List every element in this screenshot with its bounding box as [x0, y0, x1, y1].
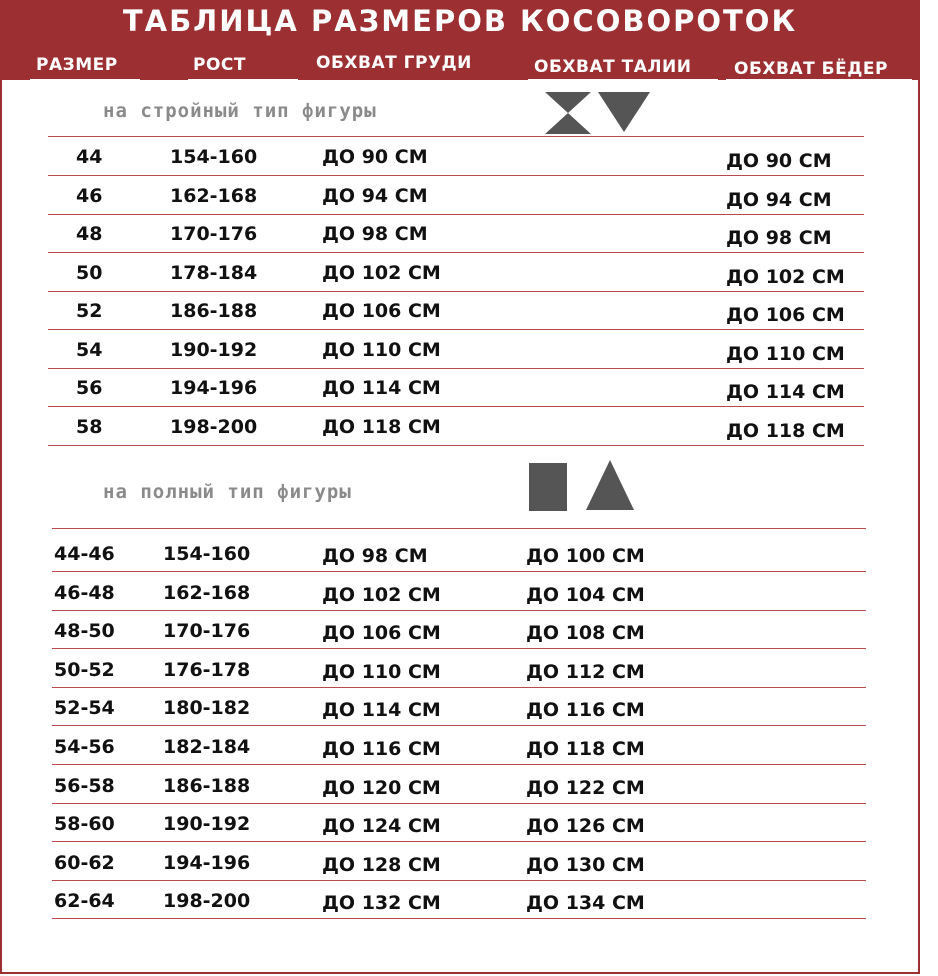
cell-size: 46 — [76, 184, 103, 207]
header-bar — [0, 0, 920, 80]
cell-chest: ДО 98 СМ — [322, 545, 428, 567]
row-divider — [52, 764, 866, 765]
column-header-underline — [528, 79, 718, 81]
cell-height: 180-182 — [163, 697, 251, 720]
cell-waist: ДО 108 СМ — [526, 622, 645, 645]
cell-hips: ДО 106 СМ — [726, 304, 845, 326]
row-divider — [52, 841, 866, 842]
cell-hips: ДО 102 СМ — [726, 265, 845, 288]
cell-waist: ДО 100 СМ — [526, 545, 645, 567]
cell-chest: ДО 106 СМ — [322, 622, 441, 645]
row-divider — [52, 687, 866, 688]
row-divider — [48, 406, 864, 407]
cell-size: 50 — [76, 261, 103, 284]
cell-height: 194-196 — [163, 851, 251, 874]
page-title: ТАБЛИЦА РАЗМЕРОВ КОСОВОРОТОК — [122, 4, 798, 38]
row-divider — [48, 136, 864, 137]
cell-size: 44 — [76, 146, 103, 168]
row-divider — [52, 571, 866, 572]
cell-height: 186-188 — [170, 300, 258, 322]
column-header-chest: ОБХВАТ ГРУДИ — [316, 53, 472, 73]
cell-waist: ДО 118 СМ — [526, 738, 645, 760]
cell-chest: ДО 102 СМ — [322, 261, 441, 284]
cell-size: 60-62 — [54, 851, 115, 874]
column-header-size: РАЗМЕР — [36, 55, 118, 75]
cell-height: 170-176 — [170, 223, 258, 245]
cell-height: 154-160 — [170, 146, 258, 168]
cell-chest: ДО 128 СМ — [322, 853, 441, 876]
cell-size: 44-46 — [54, 543, 115, 565]
column-header-waist: ОБХВАТ ТАЛИИ — [534, 57, 692, 77]
row-divider — [52, 880, 866, 881]
cell-chest: ДО 94 СМ — [322, 184, 428, 207]
cell-waist: ДО 122 СМ — [526, 776, 645, 799]
cell-waist: ДО 130 СМ — [526, 853, 645, 876]
column-header-hips: ОБХВАТ БЁДЕР — [734, 59, 888, 79]
cell-height: 176-178 — [163, 658, 251, 681]
cell-size: 48 — [76, 223, 103, 245]
cell-size: 56-58 — [54, 774, 115, 797]
cell-hips: ДО 110 СМ — [726, 342, 845, 365]
row-divider — [52, 610, 866, 611]
cell-size: 54-56 — [54, 736, 115, 758]
hourglass-icon — [545, 92, 591, 134]
cell-chest: ДО 110 СМ — [322, 660, 441, 683]
cell-size: 48-50 — [54, 620, 115, 643]
cell-height: 190-192 — [163, 813, 251, 836]
cell-waist: ДО 134 СМ — [526, 892, 645, 915]
cell-height: 198-200 — [170, 415, 258, 438]
cell-hips: ДО 114 СМ — [726, 381, 845, 403]
cell-height: 170-176 — [163, 620, 251, 643]
cell-chest: ДО 120 СМ — [322, 776, 441, 799]
cell-chest: ДО 114 СМ — [322, 699, 441, 722]
row-divider — [48, 445, 864, 446]
cell-height: 190-192 — [170, 338, 258, 361]
cell-waist: ДО 116 СМ — [526, 699, 645, 722]
cell-size: 56 — [76, 377, 103, 399]
cell-height: 162-168 — [170, 184, 258, 207]
slim-section-title: на стройный тип фигуры — [103, 100, 377, 122]
triangle-icon — [586, 460, 634, 510]
cell-height: 154-160 — [163, 543, 251, 565]
column-header-height: РОСТ — [193, 55, 246, 75]
cell-chest: ДО 90 СМ — [322, 146, 428, 168]
cell-size: 58 — [76, 415, 103, 438]
cell-chest: ДО 124 СМ — [322, 815, 441, 838]
cell-waist: ДО 104 СМ — [526, 583, 645, 606]
cell-size: 50-52 — [54, 658, 115, 681]
row-divider — [52, 725, 866, 726]
cell-size: 52-54 — [54, 697, 115, 720]
cell-hips: ДО 98 СМ — [726, 227, 832, 249]
cell-hips: ДО 94 СМ — [726, 188, 832, 211]
cell-hips: ДО 90 СМ — [726, 150, 832, 172]
cell-waist: ДО 112 СМ — [526, 660, 645, 683]
full-section-title: на полный тип фигуры — [103, 481, 352, 503]
cell-height: 186-188 — [163, 774, 251, 797]
column-header-underline — [188, 79, 298, 81]
row-divider — [48, 252, 864, 253]
row-divider — [52, 528, 866, 529]
cell-chest: ДО 116 СМ — [322, 738, 441, 760]
cell-height: 162-168 — [163, 581, 251, 604]
rectangle-icon — [529, 463, 567, 511]
cell-chest: ДО 102 СМ — [322, 583, 441, 606]
row-divider — [52, 803, 866, 804]
cell-chest: ДО 132 СМ — [322, 892, 441, 915]
row-divider — [52, 648, 866, 649]
inverted-triangle-icon — [598, 92, 650, 132]
row-divider — [48, 291, 864, 292]
cell-height: 198-200 — [163, 890, 251, 913]
cell-size: 46-48 — [54, 581, 115, 604]
cell-chest: ДО 106 СМ — [322, 300, 441, 322]
row-divider — [48, 214, 864, 215]
column-header-underline — [30, 79, 140, 81]
cell-size: 54 — [76, 338, 103, 361]
cell-size: 62-64 — [54, 890, 115, 913]
row-divider — [48, 329, 864, 330]
cell-chest: ДО 98 СМ — [322, 223, 428, 245]
row-divider — [52, 918, 866, 919]
row-divider — [48, 368, 864, 369]
column-header-underline — [726, 79, 912, 81]
cell-height: 194-196 — [170, 377, 258, 399]
cell-chest: ДО 118 СМ — [322, 415, 441, 438]
row-divider — [48, 175, 864, 176]
cell-waist: ДО 126 СМ — [526, 815, 645, 838]
cell-height: 182-184 — [163, 736, 251, 758]
cell-size: 58-60 — [54, 813, 115, 836]
cell-height: 178-184 — [170, 261, 258, 284]
cell-chest: ДО 114 СМ — [322, 377, 441, 399]
cell-chest: ДО 110 СМ — [322, 338, 441, 361]
cell-size: 52 — [76, 300, 103, 322]
cell-hips: ДО 118 СМ — [726, 419, 845, 442]
